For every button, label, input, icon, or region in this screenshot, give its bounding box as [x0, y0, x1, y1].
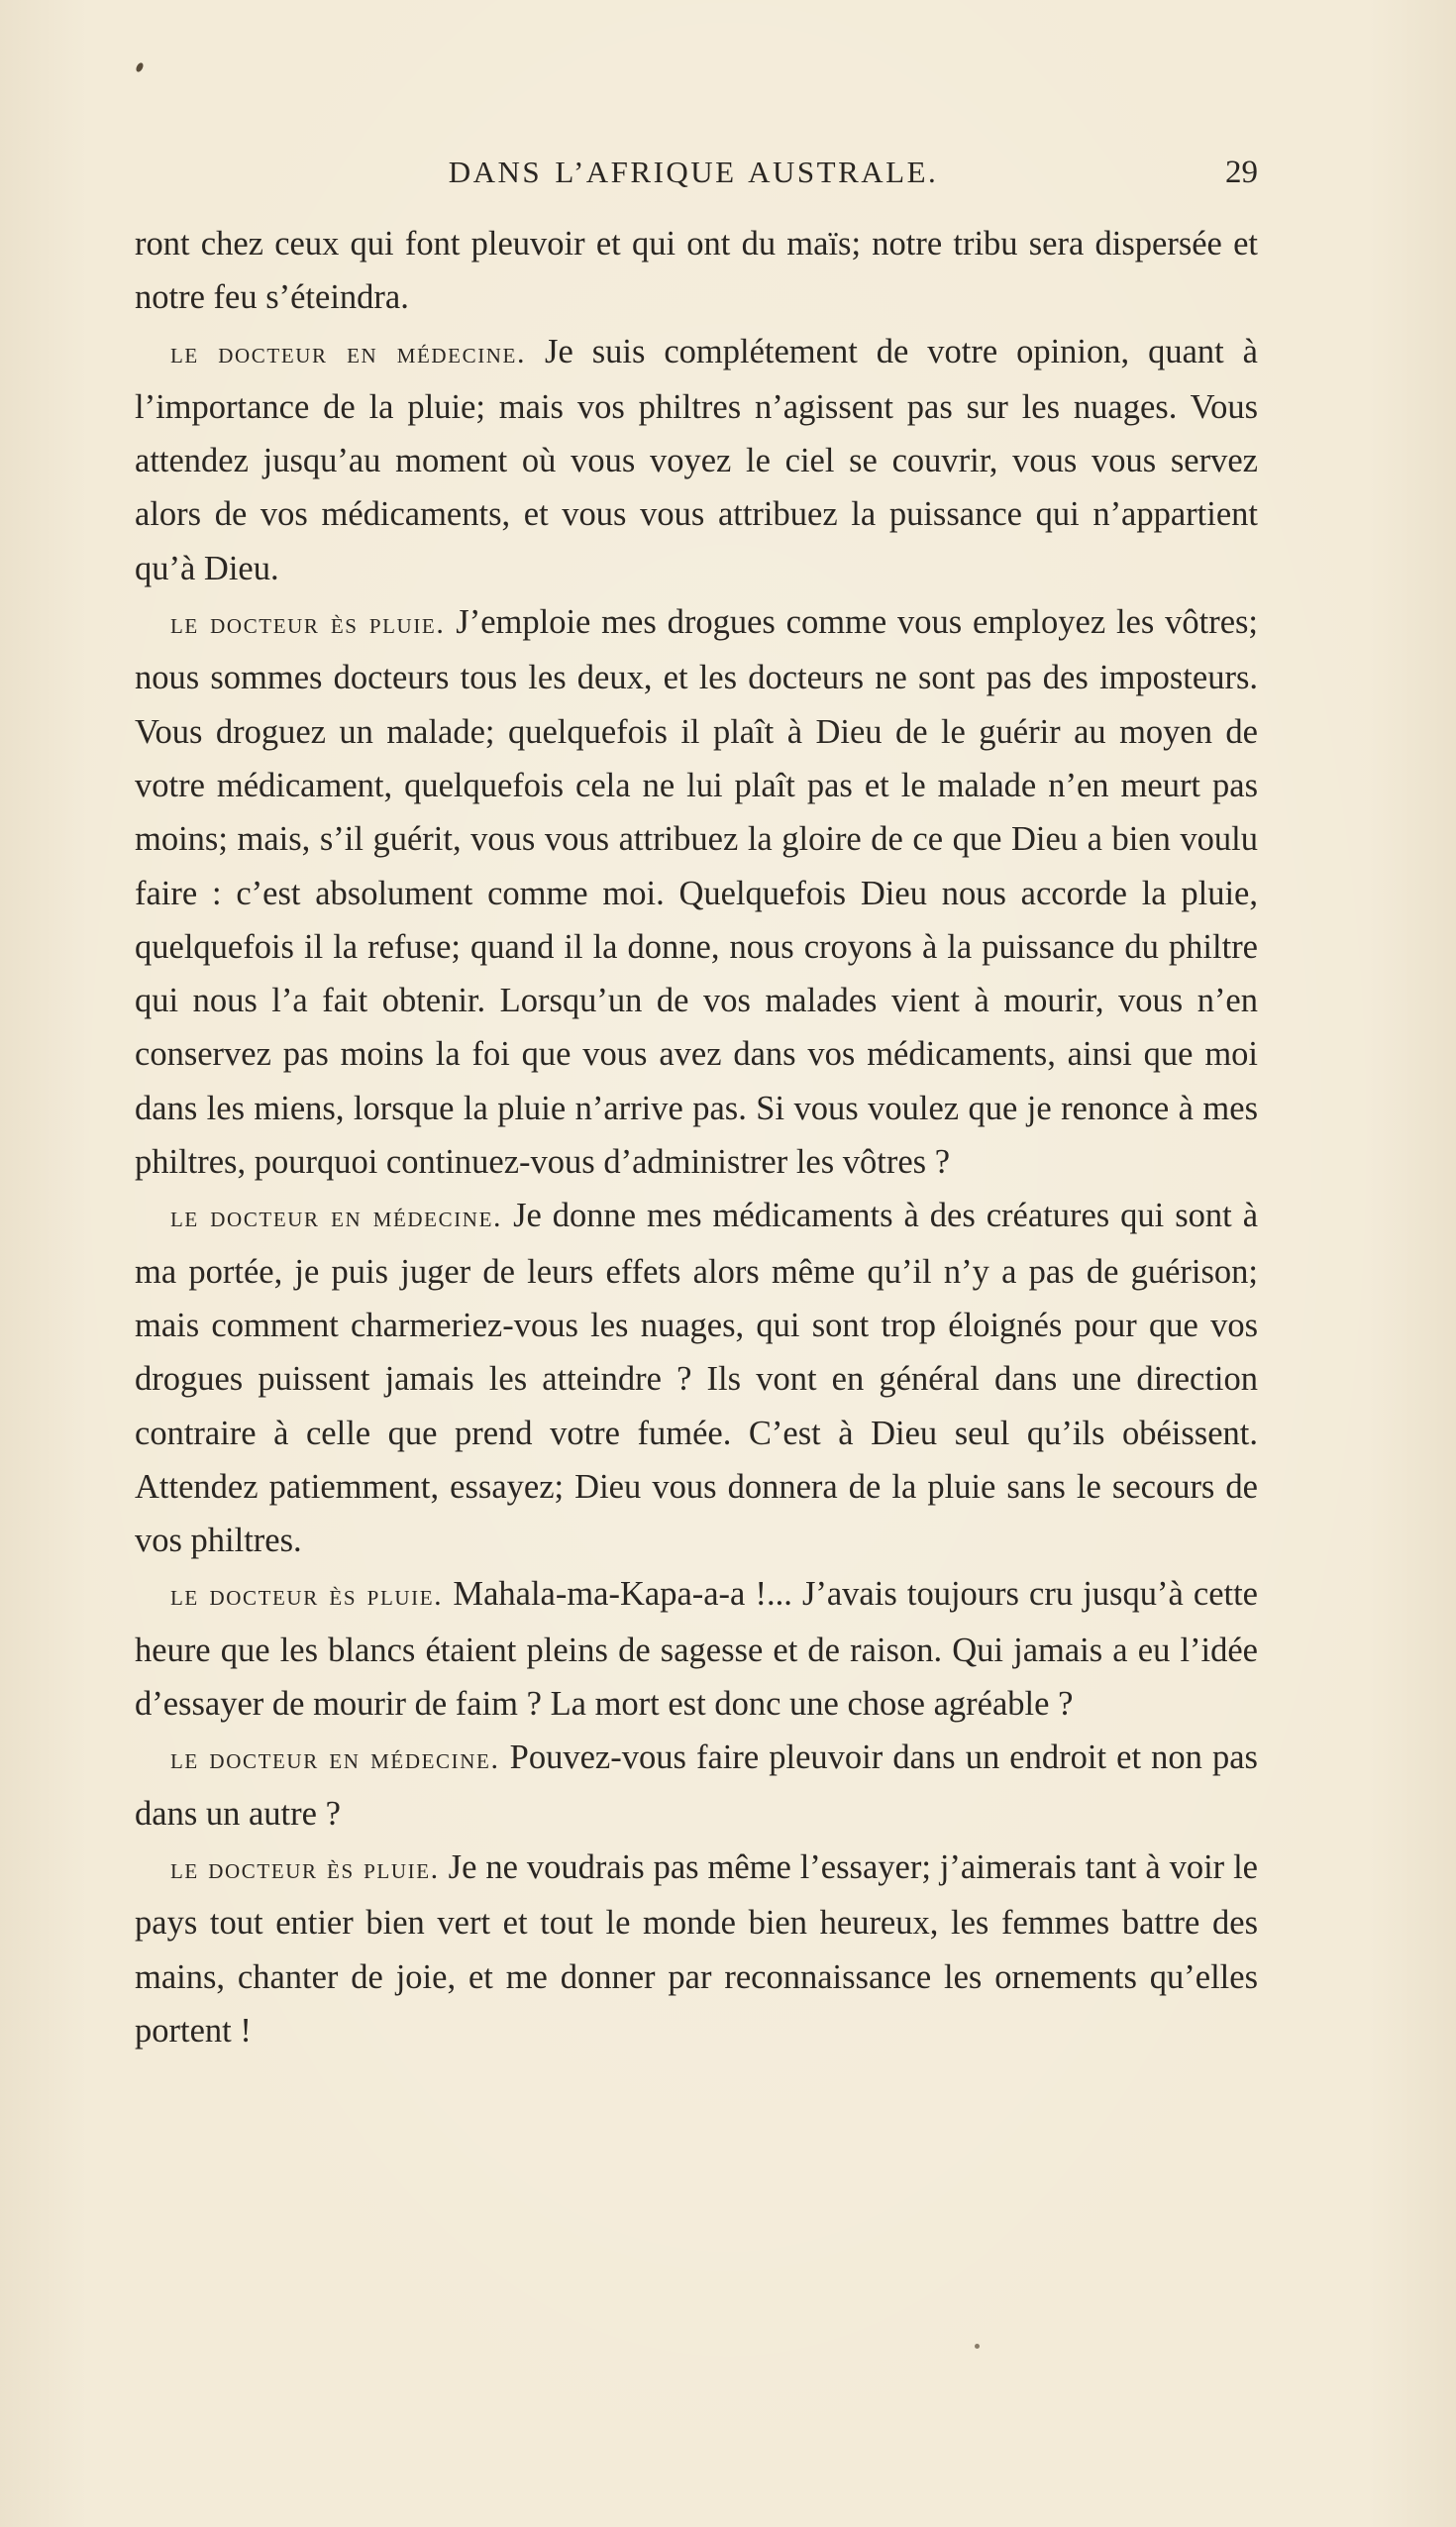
body-text — [135, 217, 1258, 2057]
running-head — [129, 155, 1258, 202]
dialogue-paragraph — [135, 595, 1258, 1189]
ink-speck — [975, 2344, 980, 2349]
page-number: 29 — [1225, 155, 1258, 190]
speaker-label: le docteur ès pluie. — [170, 607, 446, 641]
speaker-label: le docteur en médecine. — [170, 1201, 503, 1234]
dialogue-paragraph — [135, 1567, 1258, 1731]
paragraph-text: Je donne mes médicaments à des créatures qui sont à ma portée, je puis juger de leurs effets alors même qu’il n’y a pas de guérison; mais comment charmeriez-vous les nuages, qui sont trop éloignés pour que vos drogues puissent jamais les atteindre ? Ils vont en général dans une direction contraire à celle que prend votre fumée. C’est à Dieu seul qu’ils obéissent. Attendez patiemment, essayez; Dieu vous donnera de la pluie sans le secours de vos philtres. — [135, 1197, 1259, 1560]
paragraph-text: Je suis complétement de votre opinion, quant à l’importance de la pluie; mais vos philtres n’agissent pas sur les nuages. Vous attendez jusqu’au moment où vous voyez le ciel se couvrir, vous vous servez alors de vos médicaments, et vous vous attribuez la puissance qui n’appartient qu’à Dieu. — [135, 332, 1258, 587]
paragraph-text: Je ne voudrais pas même l’essayer; j’aimerais tant à voir le pays tout entier bien vert et tout le monde bien heureux, les femmes battre des mains, chanter de joie, et me donner par reconnaissance les ornements qu’elles portent ! — [135, 1847, 1258, 2050]
dialogue-paragraph — [135, 1841, 1258, 2057]
ink-speck — [135, 61, 145, 73]
paragraph-text: ront chez ceux qui font pleuvoir et qui ont du maïs; notre tribu sera dispersée et notre feu s’éteindra. — [135, 225, 1258, 317]
dialogue-paragraph — [135, 325, 1258, 595]
paragraph-text: Mahala-ma-Kapa-a-a !... J’avais toujours cru jusqu’à cette heure que les blancs étaient pleins de sagesse et de raison. Qui jamais a eu l’idée d’essayer de mourir de faim ? La mort est donc une chose agréable ? — [135, 1575, 1258, 1724]
dialogue-paragraph — [135, 1731, 1258, 1841]
paragraph-continuation — [135, 217, 1258, 325]
speaker-label: le docteur en médecine. — [170, 1742, 500, 1776]
speaker-label: le docteur en médecine. — [170, 336, 527, 369]
paragraph-text: J’emploie mes drogues comme vous employez les vôtres; nous sommes docteurs tous les deux, et les docteurs ne sont pas des imposteurs. Vous droguez un malade; quelquefois il plaît à Dieu de le guérir au moyen de votre médicament, quelquefois cela ne lui plaît pas et le malade n’en meurt pas moins; mais, s’il guérit, vous vous attribuez la gloire de ce que Dieu a bien voulu faire : c’est absolument comme moi. Quelquefois Dieu nous accorde la pluie, quelquefois il la refuse; quand il la donne, nous croyons à la puissance du philtre qui nous l’a fait obtenir. Lorsqu’un de vos malades vient à mourir, vous n’en conservez pas moins la foi que vous avez dans vos médicaments, ainsi que moi dans les miens, lorsque la pluie n’arrive pas. Si vous voulez que je renonce à mes philtres, pourquoi continuez-vous d’administrer les vôtres ? — [135, 603, 1259, 1182]
speaker-label: le docteur ès pluie. — [170, 1851, 440, 1885]
speaker-label: le docteur ès pluie. — [170, 1579, 444, 1613]
running-title: DANS L’AFRIQUE AUSTRALE. — [448, 155, 939, 189]
paragraph-text: Pouvez-vous faire pleuvoir dans un endroit et non pas dans un autre ? — [135, 1738, 1258, 1833]
dialogue-paragraph — [135, 1189, 1258, 1567]
